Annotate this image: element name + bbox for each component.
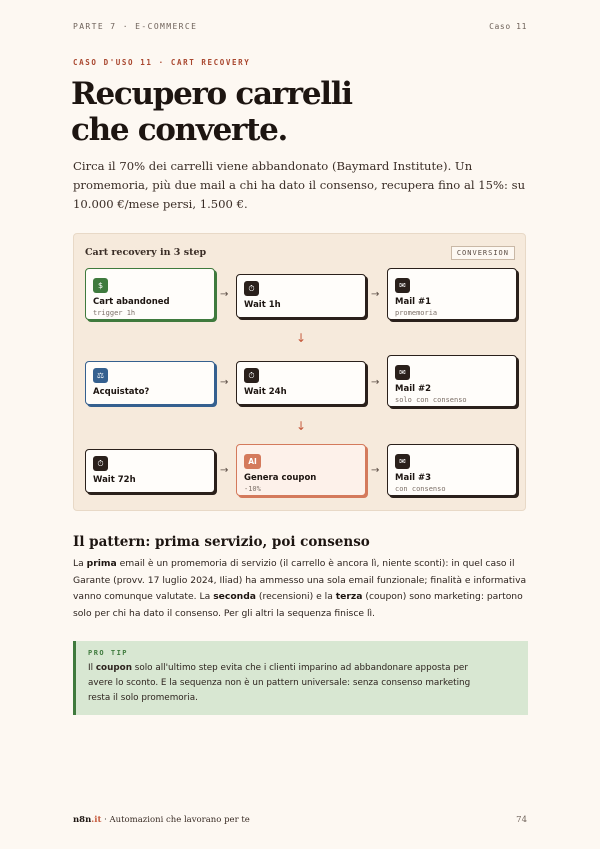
title-line-2: che converte. [71, 112, 288, 148]
dollar-icon: $ [93, 278, 108, 293]
mail-icon: ✉ [395, 278, 410, 293]
text-run: Il [88, 663, 96, 673]
node-genera-coupon [236, 444, 366, 496]
body-paragraph [73, 556, 528, 622]
text-bold: prima [86, 558, 117, 569]
arrow-right-icon: → [371, 465, 380, 476]
mail-icon: ✉ [395, 454, 410, 469]
text-run: solo all'ultimo step evita che i clienti imparino ad abbandonare apposta per avere lo sconto. E la sequenza non è un pattern universale: senza consenso marketing resta il solo promemoria. [88, 663, 471, 703]
node-subtitle: solo con consenso [395, 396, 467, 404]
case-label: Caso 11 [489, 22, 527, 31]
tip-label: PRO TIP [88, 649, 129, 657]
arrow-right-icon: → [371, 377, 380, 388]
text-bold: coupon [95, 663, 132, 673]
tip-text [88, 661, 488, 706]
node-title: Mail #3 [395, 473, 432, 483]
arrow-right-icon: → [220, 377, 229, 388]
node-title: Wait 1h [244, 300, 281, 310]
workflow-diagram [73, 233, 526, 511]
node-mail-1 [387, 268, 517, 320]
mail-icon: ✉ [395, 365, 410, 380]
clock-icon: ⏱ [244, 368, 259, 383]
node-subtitle: con consenso [395, 485, 446, 493]
node-wait-1h [236, 274, 366, 318]
text-run: email è un promemoria di servizio (il carrello è ancora lì, niente sconti): in quel caso il Garante (provv. 17 luglio 2024, Iliad) ha ammesso una sola email funzionale; finalità e informativa vanno comunque valutate. La [73, 558, 527, 602]
branch-icon: ⚖ [93, 368, 108, 383]
brand-name: n8n [73, 815, 92, 825]
node-title: Mail #1 [395, 297, 432, 307]
node-wait-24h [236, 361, 366, 405]
node-subtitle: -10% [244, 485, 261, 493]
lead-paragraph: Circa il 70% dei carrelli viene abbandonato (Baymard Institute). Un promemoria, più due mail a chi ha dato il consenso, recupera fino al 15%: su 10.000 €/mese persi, 1.500 €. [73, 159, 526, 211]
clock-icon: ⏱ [93, 456, 108, 471]
node-subtitle: promemoria [395, 309, 438, 317]
node-cart-abandoned [85, 268, 215, 320]
node-title: Wait 24h [244, 387, 287, 397]
pro-tip-box [73, 641, 528, 715]
node-subtitle: trigger 1h [93, 309, 136, 317]
node-acquistato [85, 361, 215, 405]
eyebrow: CASO D'USO 11 · CART RECOVERY [73, 58, 251, 67]
arrow-right-icon: → [220, 289, 229, 300]
arrow-down-icon: ↓ [296, 331, 307, 345]
text-run: (coupon) sono marketing: partono solo per chi ha dato il consenso. Per gli altri la sequenza finisce lì. [73, 591, 523, 619]
node-mail-3 [387, 444, 517, 496]
text-bold: terza [335, 591, 363, 602]
node-title: Genera coupon [244, 473, 317, 483]
node-title: Acquistato? [93, 387, 150, 397]
brand-tld: .it [91, 815, 102, 825]
footer-tagline: · Automazioni che lavorano per te [101, 815, 250, 825]
arrow-right-icon: → [371, 289, 380, 300]
text-run: (recensioni) e la [255, 591, 336, 602]
page-number: 74 [516, 815, 527, 825]
section-label: PARTE 7 · E-COMMERCE [73, 22, 198, 31]
conversion-badge: CONVERSION [451, 246, 515, 260]
arrow-down-icon: ↓ [296, 419, 307, 433]
node-title: Cart abandoned [93, 297, 170, 307]
title-line-1: Recupero carrelli [71, 76, 352, 112]
section-heading: Il pattern: prima servizio, poi consenso [73, 534, 370, 550]
text-run: La [73, 558, 87, 569]
node-mail-2 [387, 355, 517, 407]
ai-icon: AI [244, 454, 261, 469]
text-bold: seconda [213, 591, 256, 602]
node-title: Mail #2 [395, 384, 432, 394]
diagram-title: Cart recovery in 3 step [85, 247, 207, 258]
page-title [71, 76, 541, 148]
node-wait-72h [85, 449, 215, 493]
node-title: Wait 72h [93, 475, 136, 485]
footer-brand [73, 815, 250, 825]
clock-icon: ⏱ [244, 281, 259, 296]
running-header [73, 22, 527, 34]
arrow-right-icon: → [220, 465, 229, 476]
